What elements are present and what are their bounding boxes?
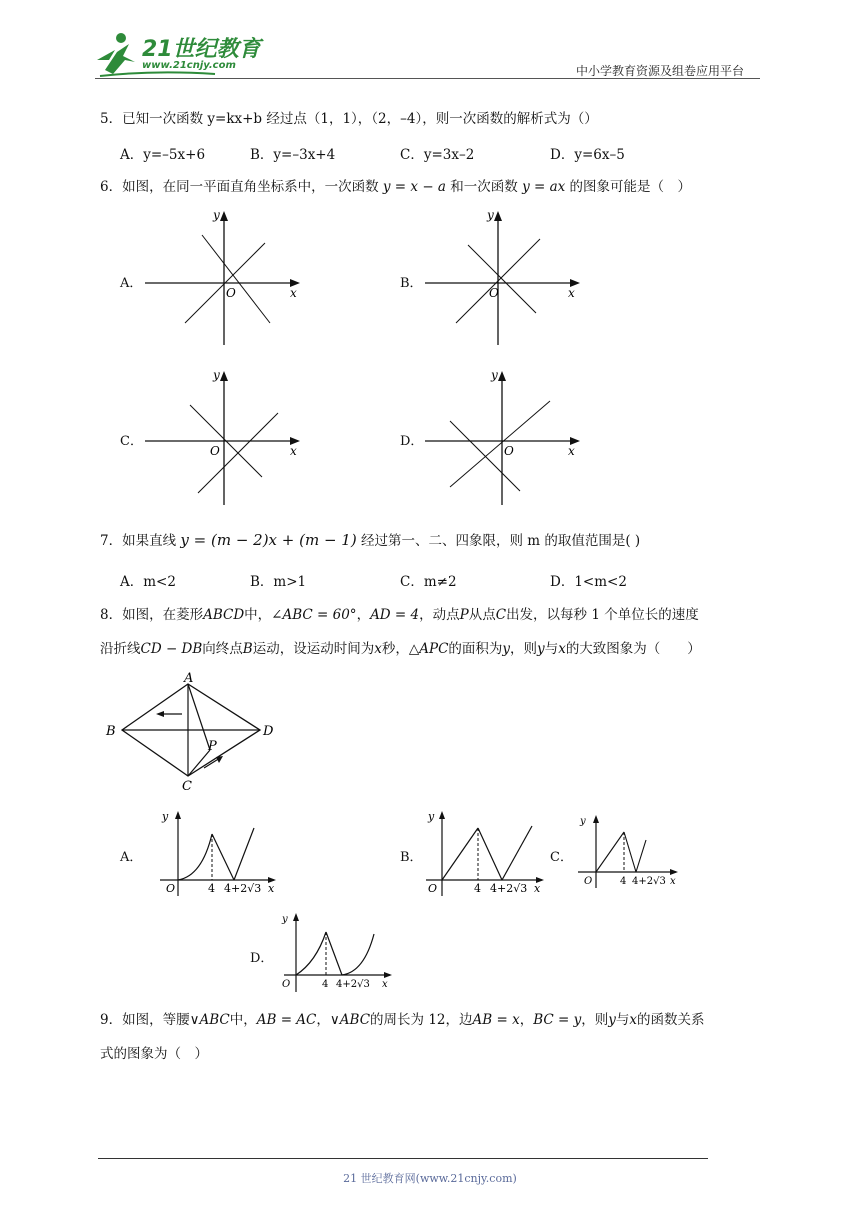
q9-l1-o: 的函数关系 — [637, 1012, 705, 1028]
q7-option-a: A．m<2 — [120, 574, 176, 590]
q8-l2-k: ，则 — [510, 641, 538, 657]
q8c-axis-y: y — [580, 816, 586, 827]
q5-option-a: A．y=–5x+6 — [120, 147, 206, 163]
q8-l1-d: ∠ABC = 60° — [271, 607, 357, 623]
q8-l2-l: y — [537, 641, 545, 657]
q7-option-d: D．1<m<2 — [550, 574, 627, 590]
q9-l1-j: BC = y — [533, 1012, 582, 1028]
q6-stem — [100, 175, 691, 195]
q6d-origin: O — [504, 444, 514, 458]
q8d-tick-2: 4+2√3 — [336, 979, 370, 990]
q9-l1-b: ABC — [199, 1012, 230, 1028]
q8-l1-g: ，动点 — [419, 607, 460, 623]
q7-formula: y = (m − 2)x + (m − 1) — [180, 531, 357, 549]
q9-l1-f: ABC — [339, 1012, 371, 1028]
q8-graph-d — [278, 910, 398, 1000]
q8a-tick-1: 4 — [208, 882, 215, 895]
q8-l2-o: 的大致图象为（ ） — [565, 641, 701, 657]
q5-option-d: D．y=6x–5 — [550, 147, 625, 163]
q9-l1-c: 中， — [229, 1012, 257, 1028]
q9-l1-n: x — [629, 1012, 637, 1028]
logo-text: 21世纪教育 — [142, 37, 261, 62]
q8a-tick-2: 4+2√3 — [224, 882, 262, 895]
q8-l2-j: y — [502, 641, 511, 657]
q9-line-2: 式的图象为（ ） — [100, 1046, 208, 1062]
q8-line-1 — [100, 603, 699, 623]
q8-l2-b: CD − DB — [140, 641, 203, 657]
q8b-axis-x: x — [534, 882, 541, 895]
q8-l2-e: 运动，设运动时间为 — [252, 641, 375, 657]
q8-l1-k: 出发，以每秒 1 个单位长的速度 — [506, 607, 699, 623]
q7-stem-b: 经过第一、二、四象限，则 m 的取值范围是( ) — [360, 533, 641, 549]
q8a-origin: O — [166, 882, 176, 895]
q6d-axis-x: x — [568, 444, 575, 458]
q6-formula-1: y = x − a — [382, 179, 446, 195]
q6b-origin: O — [489, 286, 499, 300]
q8-line-2 — [100, 637, 701, 657]
q5-option-c: C．y=3x–2 — [400, 147, 475, 163]
q5-option-b: B．y=–3x+4 — [250, 147, 336, 163]
footer-rule — [98, 1158, 708, 1159]
q6-label-d: D． — [400, 434, 424, 449]
q8-graph-a — [150, 808, 280, 900]
q6a-axis-y: y — [213, 208, 220, 222]
q6d-axis-y: y — [491, 368, 498, 382]
header-title: 中小学教育资源及组卷应用平台 — [576, 64, 745, 78]
q8-fig-label-d: D — [263, 724, 274, 739]
q7-option-c: C．m≠2 — [400, 574, 457, 590]
q8-label-c: C． — [550, 850, 573, 865]
q8c-tick-2: 4+2√3 — [632, 876, 666, 887]
q8-fig-label-c: C — [182, 779, 192, 790]
q6c-axis-y: y — [213, 368, 220, 382]
q8-l1-e: ， — [356, 607, 371, 623]
q9-l1-a: 9．如图，等腰∨ — [100, 1012, 200, 1028]
q6c-axis-x: x — [290, 444, 297, 458]
q8d-axis-x: x — [382, 979, 388, 990]
q8-l2-m: 与 — [544, 641, 559, 657]
q6-stem-a: 6．如图，在同一平面直角坐标系中，一次函数 — [100, 179, 379, 195]
q6a-origin: O — [226, 286, 236, 300]
q6-formula-2: y = ax — [522, 179, 566, 195]
q6b-axis-x: x — [568, 286, 575, 300]
q9-l1-g: 的周长为 12，边 — [370, 1012, 473, 1028]
q8d-tick-1: 4 — [322, 979, 329, 990]
q7-stem — [100, 529, 640, 549]
q6-graph-c — [140, 365, 310, 510]
q9-l1-i: ， — [519, 1012, 534, 1028]
q8-l2-d: B — [242, 641, 253, 657]
q8-l2-i: 的面积为 — [448, 641, 503, 657]
footer-text: 21 世纪教育网(www.21cnjy.com) — [343, 1172, 517, 1185]
q8-l2-f: x — [374, 641, 382, 657]
q6-graph-a — [140, 205, 310, 350]
q9-line-1 — [100, 1008, 705, 1028]
q6b-axis-y: y — [487, 208, 494, 222]
q8b-tick-1: 4 — [474, 882, 481, 895]
q8-label-a: A． — [120, 850, 143, 865]
q9-l1-h: AB = x — [472, 1012, 520, 1028]
q8-label-b: B． — [400, 850, 423, 865]
q8-l1-b: ABCD — [203, 607, 245, 623]
q5-stem: 5．已知一次函数 y=kx+b 经过点（1，1），（2，–4），则一次函数的解析式为（） — [100, 111, 598, 127]
q8c-origin: O — [584, 876, 593, 887]
q8d-origin: O — [282, 979, 291, 990]
q8-fig-label-p: P — [208, 739, 217, 754]
q8-l1-c: 中， — [244, 607, 272, 623]
q8-l2-n: x — [558, 641, 566, 657]
q6-stem-b: 和一次函数 — [450, 179, 518, 195]
q8-l1-h: P — [459, 607, 469, 623]
q9-l1-d: AB = AC — [256, 1012, 317, 1028]
q8-l1-f: AD = 4 — [370, 607, 420, 623]
q7-option-b: B．m>1 — [250, 574, 307, 590]
q8b-tick-2: 4+2√3 — [490, 882, 528, 895]
q6a-axis-x: x — [290, 286, 297, 300]
q9-l1-k: ，则 — [581, 1012, 609, 1028]
q8c-tick-1: 4 — [620, 876, 627, 887]
q6-label-c: C． — [120, 434, 143, 449]
q8-graph-b — [420, 808, 550, 900]
q8-fig-label-b: B — [106, 724, 116, 739]
q9-l1-e: ，∨ — [316, 1012, 340, 1028]
q8b-axis-y: y — [428, 810, 435, 823]
q8-l2-h: APC — [419, 641, 449, 657]
q6-graph-d — [420, 365, 590, 510]
q8-graph-c — [574, 812, 684, 892]
q8-l1-j: C — [495, 607, 507, 623]
q8-l2-g: 秒，△ — [381, 641, 420, 657]
q9-l1-m: 与 — [615, 1012, 630, 1028]
q6-label-a: A． — [120, 276, 143, 291]
q8a-axis-x: x — [268, 882, 275, 895]
q8-label-d: D． — [250, 951, 274, 966]
q8-l2-a: 沿折线 — [100, 641, 141, 657]
q8-l2-c: 向终点 — [202, 641, 243, 657]
q6-label-b: B． — [400, 276, 423, 291]
q8b-origin: O — [428, 882, 438, 895]
q9-l1-l: y — [608, 1012, 616, 1028]
q8-fig-label-a: A — [184, 671, 194, 686]
q6-graph-b — [420, 205, 590, 350]
header-rule — [95, 78, 760, 79]
q8c-axis-x: x — [670, 876, 676, 887]
q8a-axis-y: y — [162, 810, 169, 823]
q8-l1-a: 8．如图，在菱形 — [100, 607, 204, 623]
q8-l1-i: 从点 — [468, 607, 496, 623]
q6-stem-c: 的图象可能是（ ） — [569, 179, 692, 195]
q6c-origin: O — [210, 444, 220, 458]
q8-rhombus-figure — [100, 670, 280, 790]
q7-stem-a: 7．如果直线 — [100, 533, 177, 549]
q8d-axis-y: y — [282, 914, 288, 925]
logo-url: www.21cnjy.com — [142, 60, 236, 71]
